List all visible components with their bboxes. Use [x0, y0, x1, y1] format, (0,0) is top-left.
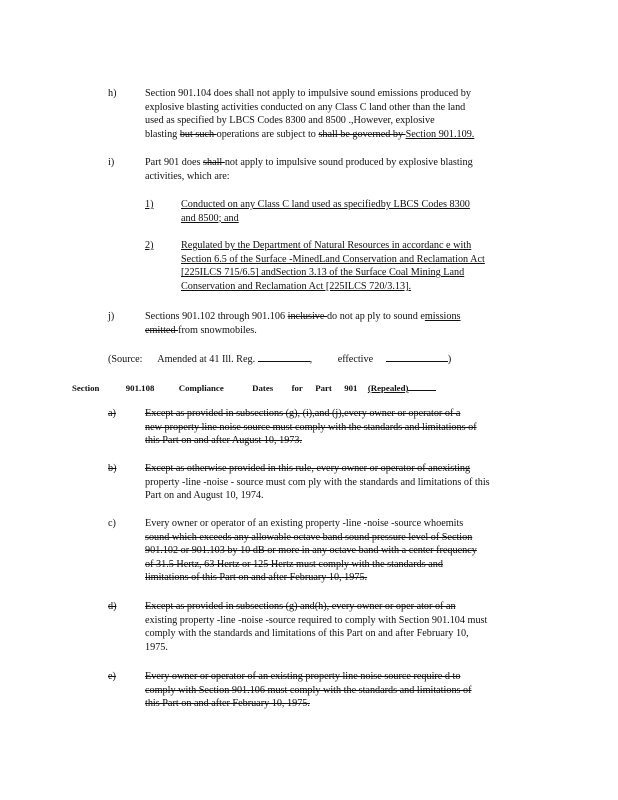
- text-line: Conducted on any Class C land used as specifiedby LBCS Codes 8300: [181, 199, 470, 210]
- source-label: (Source:: [108, 354, 143, 365]
- item-marker: h): [108, 88, 117, 99]
- item-marker: i): [108, 157, 115, 168]
- text-line: Part 901 does shall not apply to impulsive sound produced by explosive blasting: [145, 157, 473, 168]
- item-body: [145, 407, 525, 448]
- source-effective: effective: [337, 354, 374, 365]
- item-marker: e): [108, 671, 116, 682]
- text-line: blasting but such operations are subject to shall be governed by Section 901.109.: [145, 128, 475, 140]
- source-amended: Amended at 41 Ill. Reg.: [157, 354, 256, 365]
- sub-marker: 2): [145, 240, 154, 251]
- text-line: Conservation and Reclamation Act [225ILCS 720/3.13].: [181, 280, 412, 292]
- text-line: sound which exceeds any allowable octave band sound pressure level of Section: [145, 531, 473, 543]
- text-line: emitted from snowmobiles.: [145, 324, 257, 336]
- text-line: Part on and August 10, 1974.: [145, 490, 264, 502]
- source-note: (Source: Amended at 41 Ill. Reg. , effective ): [108, 351, 451, 367]
- text-line: 901.102 or 901.103 by 10 dB or more in any octave band with a center frequency: [145, 545, 477, 557]
- text-line: Except as provided in subsections (g), (i),and (j),every owner or operator of a: [145, 408, 461, 419]
- item-body: [145, 310, 525, 337]
- item-body: [145, 600, 525, 654]
- item-body: [145, 517, 525, 585]
- blank-effective: [386, 351, 448, 362]
- sub-body: [181, 239, 531, 293]
- item-body: [145, 87, 525, 141]
- text-line: Except as otherwise provided in this rule, every owner or operator of anexisting: [145, 463, 471, 474]
- item-marker: a): [108, 408, 116, 419]
- item-body: [145, 670, 525, 711]
- text-line: Section 6.5 of the Surface -MinedLand Conservation and Reclamation Act: [181, 253, 485, 265]
- text-line: Sections 901.102 through 901.106 inclusive do not ap ply to sound emissions: [145, 311, 461, 322]
- item-body: [145, 156, 525, 183]
- text-line: and 8500; and: [181, 212, 239, 224]
- text-line: Section 901.104 does shall not apply to impulsive sound emissions produced by: [145, 88, 471, 99]
- item-marker: b): [108, 463, 117, 474]
- section-heading: Section 901.108 Compliance Dates for Part 901 (Repealed): [72, 381, 436, 396]
- text-line: Every owner or operator of an existing property -line -noise -source whoemits: [145, 518, 464, 529]
- text-line: activities, which are:: [145, 170, 230, 182]
- text-line: comply with the standards and limitations of this Part on and after February 10,: [145, 628, 469, 640]
- item-marker: d): [108, 601, 117, 612]
- text-line: explosive blasting activities conducted on any Class C land other than the land: [145, 101, 466, 113]
- item-marker: c): [108, 518, 116, 529]
- text-line: Except as provided in subsections (g) and(h), every owner or oper ator of an: [145, 601, 456, 612]
- text-line: Regulated by the Department of Natural Resources in accordanc e with: [181, 240, 472, 251]
- text-line: this Part on and after February 10, 1975.: [145, 698, 310, 710]
- sub-marker: 1): [145, 199, 154, 210]
- text-line: used as specified by LBCS Codes 8300 and 8500 .,However, explosive: [145, 115, 435, 127]
- item-marker: j): [108, 311, 115, 322]
- text-line: property -line -noise - source must com ply with the standards and limitations of this: [145, 476, 490, 488]
- sub-body: [181, 198, 531, 225]
- text-line: comply with Section 901.106 must comply with the standards and limitations of: [145, 684, 472, 696]
- text-line: of 31.5 Hertz, 63 Hertz or 125 Hertz must comply with the standards and: [145, 558, 443, 570]
- text-line: Every owner or operator of an existing property line noise source require d to: [145, 671, 461, 682]
- blank-reg: [258, 351, 310, 362]
- text-line: new property line noise source must comply with the standards and limitations of: [145, 421, 477, 433]
- text-line: limitations of this Part on and after February 10, 1975.: [145, 572, 368, 584]
- text-line: this Part on and after August 10, 1973.: [145, 435, 303, 447]
- repealed-label: (Repealed): [367, 383, 409, 393]
- item-body: [145, 462, 525, 503]
- text-line: [225ILCS 715/6.5] andSection 3.13 of the Surface Coal Mining Land: [181, 267, 465, 279]
- text-line: 1975.: [145, 641, 168, 653]
- text-line: existing property -line -noise -source required to comply with Section 901.104 must: [145, 614, 488, 626]
